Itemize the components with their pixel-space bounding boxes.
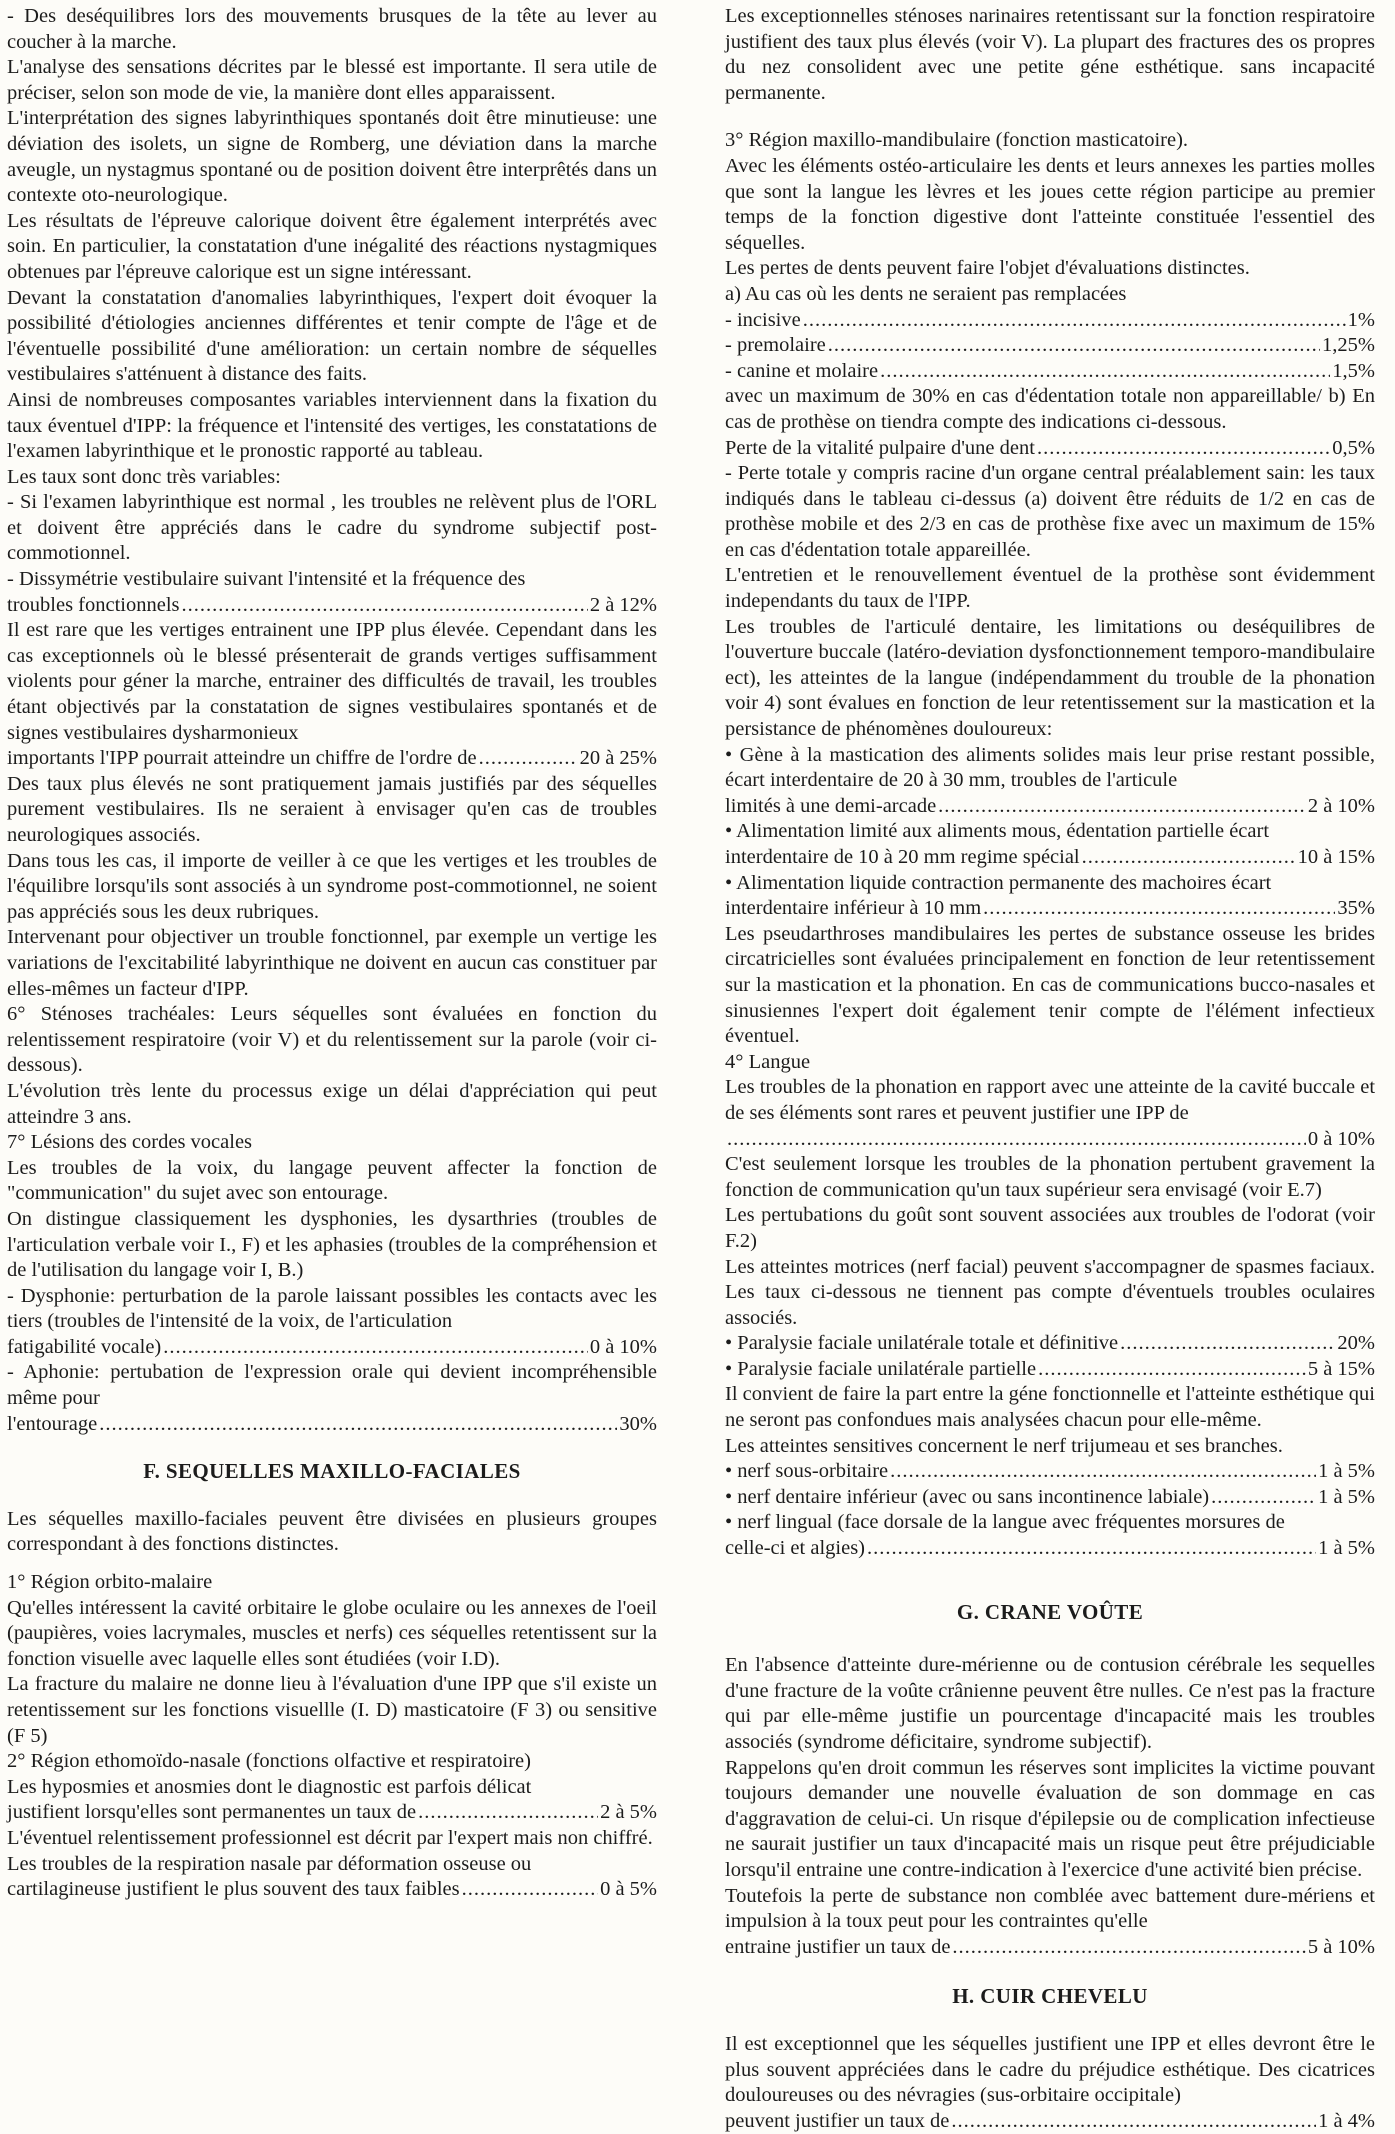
rate-line (725, 845, 1375, 871)
rate-line (725, 436, 1375, 462)
rate-value: 30% (619, 1412, 657, 1435)
rate-value: 5 à 10% (1307, 1935, 1375, 1958)
rate-label: cartilagineuse justifient le plus souvent des taux faibles (7, 1878, 460, 1901)
rate-value: 1% (1347, 308, 1375, 331)
rate-label: l'entourage (7, 1412, 98, 1435)
paragraph: Les atteintes sensitives concernent le nerf trijumeau et ses branches. (725, 1434, 1283, 1457)
paragraph: • nerf lingual (face dorsale de la langue avec fréquentes morsures de (725, 1511, 1285, 1534)
rate-line (725, 308, 1375, 334)
paragraph: - Des deséquilibres lors des mouvements brusques de la tête au lever au coucher à la marche. (7, 5, 657, 53)
rate-line (725, 1357, 1375, 1383)
rate-value: 1,5% (1332, 359, 1375, 382)
paragraph: On distingue classiquement les dysphonies, les dysarthries (troubles de l'articulation verbale voir I., F) et les aphasies (troubles de la compréhension et de l'utilisation du langage voir I, B.) (7, 1207, 657, 1282)
paragraph: • Alimentation liquide contraction permanente des machoires écart (725, 871, 1272, 894)
paragraph: - Dysphonie: perturbation de la parole laissant possibles les contacts avec les tiers (troubles de l'intensité de la voix, de l'articulation (7, 1284, 657, 1333)
paragraph: Les résultats de l'épreuve calorique doivent être également interprétés avec soin. En particulier, la constatation d'une inégalité des réactions nystagmiques obtenues par l'épreuve calorique est un signe intéressant. (7, 209, 657, 283)
section-heading-f: F. SEQUELLES MAXILLO-FACIALES (143, 1459, 521, 1484)
rate-value: 0 à 10% (1307, 1127, 1375, 1150)
paragraph: Il est exceptionnel que les séquelles justifient une IPP et elles devront être le plus souvent appréciées dans le cadre du préjudice esthétique. Des cicatrices douloureuses ou des névragies (sus-orbitaire occipitale) (725, 2032, 1375, 2107)
rate-line (7, 746, 657, 772)
paragraph: • Alimentation limité aux aliments mous, édentation partielle écart (725, 820, 1270, 843)
paragraph: L'interprétation des signes labyrinthiques spontanés doit être minutieuse: une déviation des isolets, un signe de Romberg, une déviation dans la marche aveugle, un nystagmus spontané ou de position doivent être interprêtés dans un contexte oto-neurologique. (7, 107, 657, 207)
paragraph: Ainsi de nombreuses composantes variables interviennent dans la fixation du taux éventuel d'IPP: la fréquence et l'intensité des vertiges, les constatations de l'examen labyrinthique et le pronostic rapporté au tableau. (7, 388, 657, 463)
rate-line (7, 1335, 657, 1361)
paragraph: Intervenant pour objectiver un trouble fonctionnel, par exemple un vertige les variations de l'excitabilité labyrinthique ne doivent en aucun cas constituer par elles-mêmes un facteur d'IPP. (7, 926, 657, 1000)
paragraph: La fracture du malaire ne donne lieu à l'évaluation d'une IPP que s'il existe un retentissement sur les fonctions visuellle (I. D) masticatoire (F 3) ou sensitive (F 5) (7, 1673, 657, 1747)
rate-value: 2 à 12% (589, 593, 657, 616)
paragraph: Dans tous les cas, il importe de veiller à ce que les vertiges et les troubles de l'équilibre lorsqu'ils sont associés à un syndrome post-commotionnel, ne soient pas appréciés sous les deux rubriques. (7, 849, 657, 923)
rate-label: limités à une demi-arcade (725, 794, 937, 817)
paragraph: Devant la constatation d'anomalies labyrinthiques, l'expert doit évoquer la possibilité d'étiologies anciennes différentes et tenir compte de l'âge et de l'éventuelle possibilité d'une amélioration: un certain nombre de séquelles vestibulaires s'atténuent à distance des faits. (7, 286, 657, 386)
paragraph: L'analyse des sensations décrites par le blessé est importante. Il sera utile de préciser, selon son mode de vie, la manière dont elles apparaissent. (7, 56, 657, 104)
rate-line (725, 1485, 1375, 1511)
rate-label: justifient lorsqu'elles sont permanentes un taux de (7, 1801, 417, 1824)
paragraph: Les atteintes motrices (nerf facial) peuvent s'accompagner de spasmes faciaux. Les taux ci-dessous ne tiennent pas compte d'éventuels troubles oculaires associés. (725, 1255, 1375, 1329)
rate-label: • Paralysie faciale unilatérale totale et définitive (725, 1332, 1119, 1355)
paragraph: Les pseudarthroses mandibulaires les pertes de substance osseuse les brides circatricielles sont évaluées principalement en fonction de leur retentissement sur la mastication et la phonation. En cas de communications bucco-nasales et sinusiennes l'expert doit également tenir compte de l'élément infectieux éventuel. (725, 922, 1375, 1048)
rate-label: interdentaire inférieur à 10 mm (725, 897, 982, 920)
paragraph: Qu'elles intéressent la cavité orbitaire le globe oculaire ou les annexes de l'oeil (paupières, voies lacrymales, muscles et nerfs) ces séquelles retentissent sur la fonction visuelle avec laquelle elles sont étudiées (voir I.D). (7, 1596, 657, 1670)
rate-label: • nerf sous-orbitaire (725, 1460, 889, 1483)
paragraph: C'est seulement lorsque les troubles de la phonation pertubent gravement la fonction de communication qu'un taux supérieur sera envisagé (voir E.7) (725, 1153, 1375, 1201)
rate-line (7, 1412, 657, 1438)
rate-value: 20% (1337, 1332, 1375, 1355)
rate-label: celle-ci et algies) (725, 1537, 865, 1560)
rate-value: 35% (1337, 897, 1375, 920)
rate-line (725, 1127, 1375, 1153)
paragraph: L'éventuel relentissement professionnel est décrit par l'expert mais non chiffré. (7, 1826, 653, 1849)
paragraph: Les troubles de l'articulé dentaire, les limitations ou deséquilibres de l'ouverture buccale (latéro-deviation dysfonctionnement temporo-mandibulaire ect), les atteintes de la langue (indépendamment du trouble de la phonation voir 4) sont évalues en fonction de leur retentissement sur la mastication et la persistance de phénomènes douloureux: (725, 615, 1375, 741)
paragraph: Les hyposmies et anosmies dont le diagnostic est parfois délicat (7, 1775, 532, 1798)
paragraph: Les troubles de la phonation en rapport avec une atteinte de la cavité buccale et de ses éléments sont rares et peuvent justifier une IPP de (725, 1076, 1376, 1124)
paragraph: Il est rare que les vertiges entrainent une IPP plus élevée. Cependant dans les cas exceptionnels où le blessé présenterait de grands vertiges suffisamment violents pour géner la marche, entrainer des difficultés de travail, les troubles étant objectivés par la constatation de signes vestibulaires spontanés et de signes vestibulaires dysharmonieux (7, 619, 657, 744)
paragraph: Avec les éléments ostéo-articulaire les dents et leurs annexes les parties molles que sont la langue les lèvres et les joues cette région participe au premier temps de la fonction digestive dont l'atteinte constituée l'essentiel des séquelles. (725, 154, 1375, 254)
paragraph: 7° Lésions des cordes vocales (7, 1131, 253, 1154)
paragraph: En l'absence d'atteinte dure-mérienne ou de contusion cérébrale les sequelles d'une fracture de la voûte crânienne peuvent être nulles. Ce n'est pas la fracture qui par elle-même justifie un pourcentage d'incapacité mais les troubles associés (syndrome déficitaire, syndrome subjectif). (725, 1654, 1375, 1753)
rate-label: importants l'IPP pourrait atteindre un chiffre de l'ordre de (7, 747, 477, 770)
rate-line (725, 1459, 1375, 1485)
rate-value: 2 à 10% (1307, 794, 1375, 817)
left-column (7, 4, 657, 1903)
paragraph: avec un maximum de 30% en cas d'édentation totale non appareillable/ b) En cas de prothèse on tiendra compte des indications ci-dessous. (725, 385, 1375, 433)
rate-line (7, 1877, 657, 1903)
rate-line (725, 1935, 1375, 1961)
paragraph: 1° Région orbito-malaire (7, 1571, 213, 1594)
paragraph: Les troubles de la voix, du langage peuvent affecter la fonction de "communication" du sujet avec son entourage. (7, 1156, 657, 1205)
paragraph: Rappelons qu'en droit commun les réserves sont implicites la victime pouvant toujours demander une nouvelle évaluation de son dommage en cas d'aggravation de celui-ci. Un risque d'épilepsie ou de complication infectieuse ne saurait justifier un taux d'incapacité mais un risque peut être préjudiciable lorsqu'il entraine une contre-indication à l'exercice d'une activité bien précise. (725, 1756, 1375, 1881)
paragraph: Toutefois la perte de substance non comblée avec battement dure-mériens et impulsion à la toux peut pour les contraintes qu'elle (725, 1884, 1375, 1933)
paragraph: Les pertubations du goût sont souvent associées aux troubles de l'odorat (voir F.2) (725, 1204, 1375, 1252)
rate-line (725, 896, 1375, 922)
paragraph: Il convient de faire la part entre la géne fonctionnelle et l'atteinte esthétique qui ne seront pas confondues mais analysées chacun pour elle-même. (725, 1383, 1375, 1432)
rate-label: peuvent justifier un taux de (725, 2109, 950, 2132)
paragraph: L'entretien et le renouvellement éventuel de la prothèse sont évidemment independants du taux de l'IPP. (725, 564, 1375, 613)
paragraph: - Aphonie: pertubation de l'expression orale qui devient incompréhensible même pour (7, 1361, 657, 1410)
section-heading-g: G. CRANE VOÛTE (956, 1599, 1144, 1624)
paragraph: Les exceptionnelles sténoses narinaires retentissant sur la fonction respiratoire justifient des taux plus élevés (voir V). La plupart des fractures des os propres du nez consolident avec une petite géne esthétique. sans incapacité permanente. (725, 5, 1375, 104)
paragraph: Des taux plus élevés ne sont pratiquement jamais justifiés par des séquelles purement vestibulaires. Ils ne seraient à envisager qu'en cas de troubles neurologiques associés. (7, 772, 657, 846)
right-column (725, 4, 1375, 2134)
paragraph: L'évolution très lente du processus exige un délai d'appréciation qui peut atteindre 3 ans. (7, 1079, 657, 1128)
paragraph: Les troubles de la respiration nasale par déformation osseuse ou (7, 1852, 532, 1875)
rate-line (725, 794, 1375, 820)
rate-label: - premolaire (725, 334, 826, 357)
rate-value: 10 à 15% (1297, 846, 1375, 868)
paragraph: 3° Région maxillo-mandibulaire (fonction masticatoire). (725, 129, 1189, 152)
rate-label: • nerf dentaire inférieur (avec ou sans incontinence labiale) (725, 1485, 1210, 1508)
rate-value: 0 à 10% (589, 1335, 657, 1358)
rate-label: - canine et molaire (725, 359, 879, 382)
paragraph: • Gène à la mastication des aliments solides mais leur prise restant possible, écart interdentaire de 20 à 30 mm, troubles de l'articule (725, 743, 1375, 792)
paragraph: Les pertes de dents peuvent faire l'objet d'évaluations distinctes. (725, 257, 1250, 280)
rate-value: 2 à 5% (600, 1801, 657, 1824)
rate-line (7, 1800, 657, 1826)
paragraph: 2° Région ethomoïdo-nasale (fonctions olfactive et respiratoire) (7, 1750, 531, 1773)
paragraph: 6° Sténoses trachéales: Leurs séquelles sont évaluées en fonction du relentissement respiratoire (voir V) et du relentissement sur la parole (voir ci-dessous). (7, 1003, 657, 1077)
rate-line (725, 1331, 1375, 1357)
rate-value: 1 à 5% (1318, 1460, 1375, 1483)
paragraph: - Dissymétrie vestibulaire suivant l'intensité et la fréquence des (7, 568, 526, 591)
section-heading-h: H. CUIR CHEVELU (952, 1984, 1148, 2009)
rate-value: 1 à 5% (1318, 1485, 1375, 1508)
paragraph: a) Au cas où les dents ne seraient pas remplacées (725, 282, 1127, 305)
rate-value: 20 à 25% (579, 747, 657, 770)
rate-value: 1 à 4% (1318, 2109, 1375, 2132)
rate-label: troubles fonctionnels (7, 593, 180, 616)
rate-value: 1 à 5% (1318, 1537, 1375, 1560)
rate-value: 5 à 15% (1307, 1357, 1375, 1380)
rate-label: interdentaire de 10 à 20 mm regime spécial (725, 846, 1080, 868)
rate-value: 1,25% (1322, 334, 1375, 357)
rate-line (7, 593, 657, 619)
rate-value: 0,5% (1332, 436, 1375, 459)
paragraph: Les séquelles maxillo-faciales peuvent être divisées en plusieurs groupes correspondant à des fonctions distinctes. (7, 1507, 657, 1556)
rate-label: fatigabilité vocale) (7, 1335, 162, 1358)
rate-line (725, 359, 1375, 385)
rate-line (725, 333, 1375, 359)
paragraph: 4° Langue (725, 1050, 811, 1073)
rate-label: - incisive (725, 308, 801, 331)
rate-label: Perte de la vitalité pulpaire d'une dent (725, 436, 1035, 459)
paragraph: - Perte totale y compris racine d'un organe central préalablement sain: les taux indiqués dans le tableau ci-dessus (a) doivent être réduits de 1/2 en cas de prothèse mobile et des 2/3 en cas de prothèse fixe avec un maximum de 15% en cas d'édentation totale appareillée. (725, 462, 1375, 561)
paragraph: Les taux sont donc très variables: (7, 465, 281, 488)
rate-line (725, 2109, 1375, 2134)
rate-label: • Paralysie faciale unilatérale partielle (725, 1357, 1037, 1380)
rate-value: 0 à 5% (600, 1878, 657, 1901)
paragraph: - Si l'examen labyrinthique est normal , les troubles ne relèvent plus de l'ORL et doivent être appréciés dans le cadre du syndrome subjectif post-commotionnel. (7, 491, 657, 565)
rate-line (725, 1536, 1375, 1562)
rate-label: entraine justifier un taux de (725, 1935, 951, 1958)
